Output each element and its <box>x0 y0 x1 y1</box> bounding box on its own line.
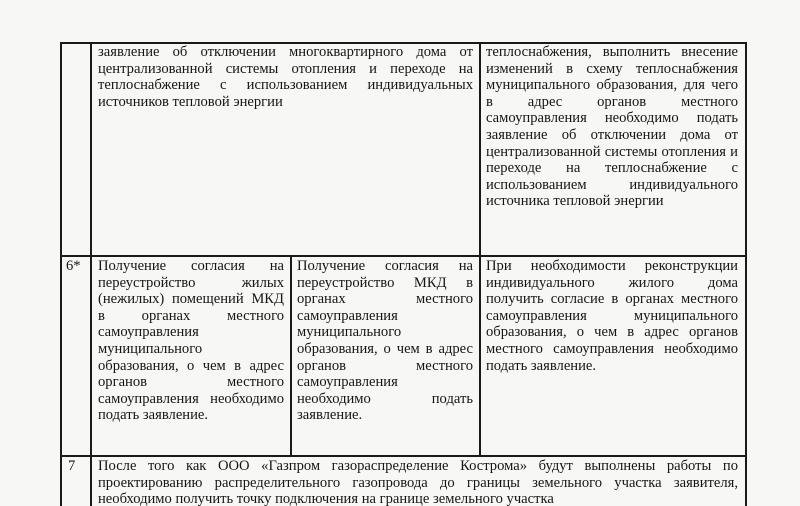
row6-col2-text: Получение согласия на переустройство МКД в органах местного самоуправления муниципального образования, о чем в адрес органов местного самоуправления необходимо подать заявление. <box>297 258 473 424</box>
table-border-row6-top <box>60 255 747 257</box>
row6-col1-text: Получение согласия на переустройство жилых (нежилых) помещений МКД в органах местного самоуправления муниципального образования, о чем в адрес органов местного самоуправления необходимо подать заявление. <box>98 258 284 424</box>
table-border-right <box>745 42 747 506</box>
table-border-col3 <box>479 42 481 455</box>
row-number-7: 7 <box>68 458 76 474</box>
table-border-col2 <box>290 255 292 455</box>
table-border-number-col <box>90 42 92 506</box>
continuation-right-text: теплоснабжения, выполнить внесение изменений в схему теплоснабжения муниципального образования, для чего в адрес органов местного самоуправления необходимо подать заявление об отключении дома от централизованной системы отопления и переходе на теплоснабжение с использованием индивидуального источника тепловой энергии <box>486 44 738 210</box>
table-border-row7-top <box>60 455 747 457</box>
table-border-left <box>60 42 62 506</box>
row-number-6: 6* <box>66 258 81 274</box>
continuation-middle-text: заявление об отключении многоквартирного дома от централизованной системы отопления и переходе на теплоснабжение с использованием индивидуальных источников тепловой энергии <box>98 44 473 110</box>
row7-text: После того как ООО «Газпром газораспределение Кострома» будут выполнены работы по проектированию распределительного газопровода до границы земельного участка заявителя, необходимо получить точку подключения на границе земельного участка <box>98 458 738 506</box>
row6-col3-text: При необходимости реконструкции индивидуального жилого дома получить согласие в органах местного самоуправления муниципального образования, о чем в адрес органов местного самоуправления необходимо подать заявление. <box>486 258 738 374</box>
